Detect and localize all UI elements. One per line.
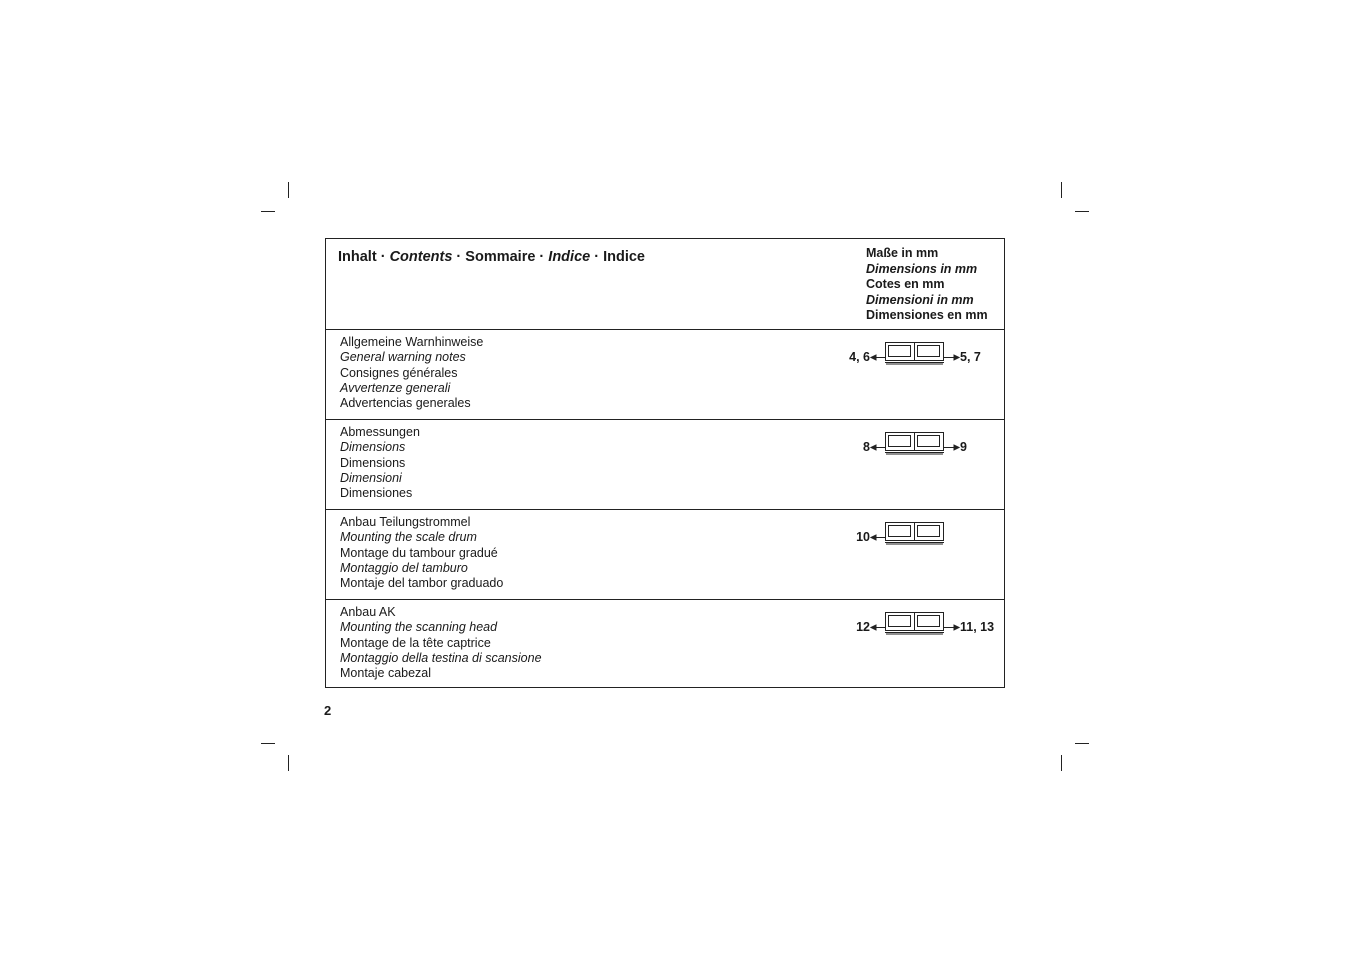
page-ref-left: 8 <box>863 440 870 454</box>
page-reference <box>826 339 1006 369</box>
contents-table <box>325 238 1005 688</box>
toc-row-scanning-head[interactable] <box>326 599 1004 689</box>
crop-mark <box>288 182 289 198</box>
section-titles: Allgemeine Warnhinweise General warning notes Consignes générales Avvertenze generali Advertencias generales <box>340 335 484 411</box>
table-header <box>326 239 1004 330</box>
crop-mark <box>1075 743 1089 744</box>
crop-mark <box>1061 182 1062 198</box>
page-ref-left: 4, 6 <box>849 350 870 364</box>
book-icon <box>826 429 1006 459</box>
section-titles: Anbau AK Mounting the scanning head Montage de la tête captrice Montaggio della testina di scansione Montaje cabezal <box>340 605 542 681</box>
toc-row-warning-notes[interactable] <box>326 329 1004 420</box>
page-reference <box>826 609 1006 639</box>
section-titles: Abmessungen Dimensions Dimensions Dimensioni Dimensiones <box>340 425 420 501</box>
page-ref-right: 11, 13 <box>960 620 995 634</box>
units-note: Maße in mm Dimensions in mm Cotes en mm Dimensioni in mm Dimensiones en mm <box>866 246 988 322</box>
page-ref-right: 9 <box>960 440 967 454</box>
page-reference <box>826 519 1006 549</box>
toc-row-scale-drum[interactable] <box>326 509 1004 600</box>
book-icon <box>826 519 1006 549</box>
section-titles: Anbau Teilungstrommel Mounting the scale drum Montage du tambour gradué Montaggio del tamburo Montaje del tambor graduado <box>340 515 504 591</box>
crop-mark <box>261 211 275 212</box>
page-number: 2 <box>324 703 332 718</box>
crop-mark <box>288 755 289 771</box>
page-ref-right: 5, 7 <box>960 350 981 364</box>
toc-row-dimensions[interactable] <box>326 419 1004 510</box>
crop-mark <box>1075 211 1089 212</box>
crop-mark <box>261 743 275 744</box>
page-ref-left: 12 <box>856 620 870 634</box>
page-reference <box>826 429 1006 459</box>
contents-title: Inhalt · Contents · Sommaire · Indice · Indice <box>338 249 645 265</box>
crop-mark <box>1061 755 1062 771</box>
page-ref-left: 10 <box>856 530 870 544</box>
